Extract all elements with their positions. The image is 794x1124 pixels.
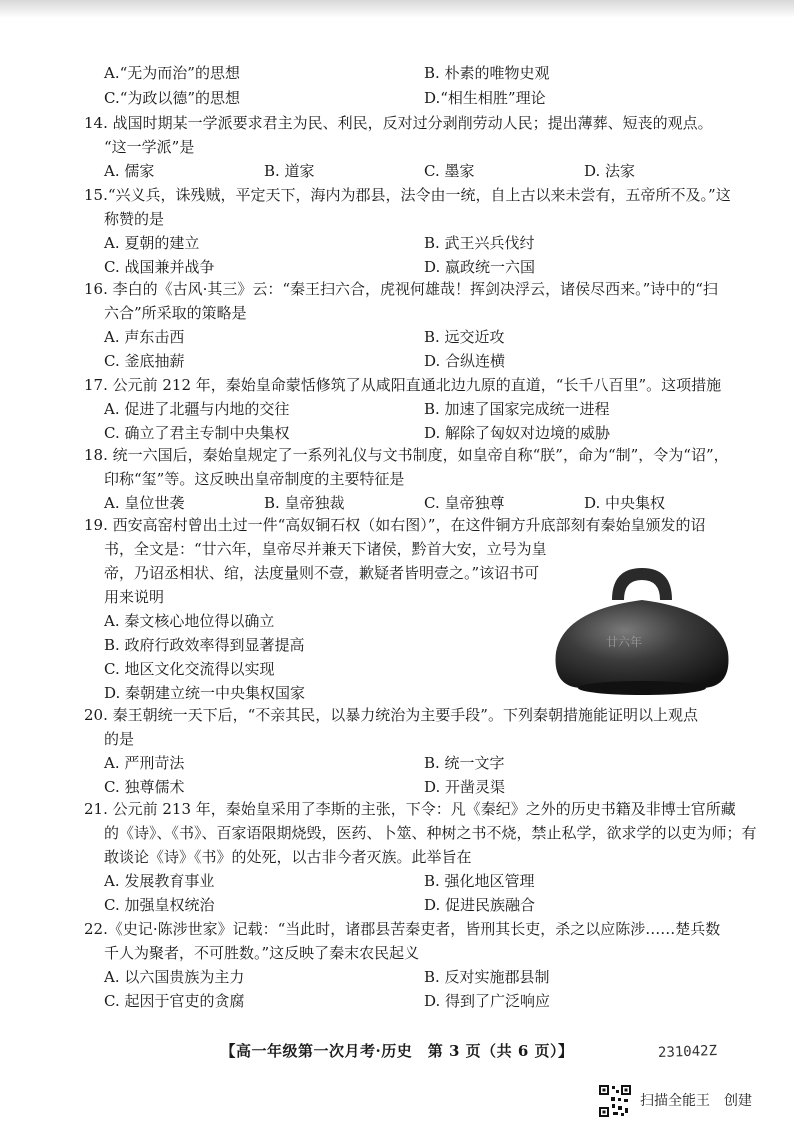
q19-stem-line-4: 用来说明 xyxy=(104,588,165,606)
q22-stem-line-2: 千人为聚者，不可胜数。”这反映了秦末农民起义 xyxy=(104,944,420,962)
q16-option-a: A. 声东击西 xyxy=(104,328,185,346)
q22-stem-line-1: 22.《史记·陈涉世家》记载：“当此时，诸郡县苦秦吏者，皆刑其长吏，杀之以应陈涉……楚兵数 xyxy=(84,920,721,938)
q14-option-a: A. 儒家 xyxy=(104,162,155,180)
q16-option-c: C. 釜底抽薪 xyxy=(104,352,185,370)
bronze-weight-image xyxy=(542,560,742,700)
scan-shadow xyxy=(0,0,794,18)
q14-stem-line-2: “这一学派”是 xyxy=(104,138,195,156)
q21-stem-line-1: 21. 公元前 213 年，秦始皇采用了李斯的主张，下令：凡《秦纪》之外的历史书籍及非博士官所藏 xyxy=(84,800,736,818)
q14-option-d: D. 法家 xyxy=(584,162,636,180)
q22-option-d: D. 得到了广泛响应 xyxy=(424,992,551,1010)
q17-option-a: A. 促进了北疆与内地的交往 xyxy=(104,400,290,418)
q19-option-d: D. 秦朝建立统一中央集权国家 xyxy=(104,684,306,702)
q20-option-a: A. 严刑苛法 xyxy=(104,754,185,772)
q18-stem-line-1: 18. 统一六国后，秦始皇规定了一系列礼仪与文书制度，如皇帝自称“朕”，命为“制”，令为“诏”， xyxy=(84,446,729,464)
q21-option-a: A. 发展教育事业 xyxy=(104,872,215,890)
q22-option-a: A. 以六国贵族为主力 xyxy=(104,968,245,986)
q16-stem-line-2: 六合”所采取的策略是 xyxy=(104,304,247,322)
q19-stem-line-2: 书，全文是：“廿六年，皇帝尽并兼天下诸侯，黔首大安，立号为皇 xyxy=(104,540,547,558)
q22-option-c: C. 起因于官吏的贪腐 xyxy=(104,992,245,1010)
q15-option-a: A. 夏朝的建立 xyxy=(104,234,200,252)
q19-option-a: A. 秦文核心地位得以确立 xyxy=(104,612,275,630)
scanner-brand-watermark: 扫描全能王 创建 xyxy=(640,1093,752,1109)
q16-option-b: B. 远交近攻 xyxy=(424,328,505,346)
q13-option-c: C.“为政以德”的思想 xyxy=(104,89,241,107)
q20-stem-line-2: 的是 xyxy=(104,730,135,748)
q14-option-b: B. 道家 xyxy=(264,162,315,180)
q16-option-d: D. 合纵连横 xyxy=(424,352,506,370)
q13-option-b: B. 朴素的唯物史观 xyxy=(424,64,550,82)
q15-option-b: B. 武王兴兵伐纣 xyxy=(424,234,535,252)
q17-option-b: B. 加速了国家完成统一进程 xyxy=(424,400,610,418)
q20-stem-line-1: 20. 秦王朝统一天下后，“不亲其民，以暴力统治为主要手段”。下列秦朝措施能证明以上观点 xyxy=(84,706,698,724)
q21-stem-line-2: 的《诗》、《书》、百家语限期烧毁，医药、卜筮、种树之书不烧，禁止私学，欲求学的以吏为师；有 xyxy=(104,824,757,842)
q18-option-d: D. 中央集权 xyxy=(584,494,666,512)
q22-option-b: B. 反对实施郡县制 xyxy=(424,968,550,986)
q15-stem-line-2: 称赞的是 xyxy=(104,210,165,228)
q13-option-a: A.“无为而治”的思想 xyxy=(104,64,240,82)
q19-stem-line-1: 19. 西安高窑村曾出土过一件“高奴铜石权（如右图）”，在这件铜方升底部刻有秦始皇颁发的诏 xyxy=(84,516,706,534)
q18-option-c: C. 皇帝独尊 xyxy=(424,494,505,512)
paper-code: 231042Z xyxy=(657,1042,718,1062)
q19-option-b: B. 政府行政效率得到显著提高 xyxy=(104,636,305,654)
q13-option-d: D.“相生相胜”理论 xyxy=(424,89,546,107)
q21-option-d: D. 促进民族融合 xyxy=(424,896,536,914)
q14-stem-line-1: 14. 战国时期某一学派要求君主为民、利民，反对过分剥削劳动人民；提出薄葬、短丧的观点。 xyxy=(84,114,713,132)
q17-option-c: C. 确立了君主专制中央集权 xyxy=(104,424,290,442)
q17-option-d: D. 解除了匈奴对边境的威胁 xyxy=(424,424,611,442)
q20-option-b: B. 统一文字 xyxy=(424,754,505,772)
q14-option-c: C. 墨家 xyxy=(424,162,475,180)
q21-option-b: B. 强化地区管理 xyxy=(424,872,535,890)
weight-inscription: 廿六年 xyxy=(606,635,643,649)
q17-stem-line-1: 17. 公元前 212 年，秦始皇命蒙恬修筑了从咸阳直通北边九原的直道，“长千八百里”。这项措施 xyxy=(84,376,722,394)
q15-option-d: D. 嬴政统一六国 xyxy=(424,258,536,276)
page-footer: 【高一年级第一次月考·历史 第 3 页（共 6 页）】 xyxy=(220,1042,574,1060)
q19-stem-line-3: 帝，乃诏丞相状、绾，法度量则不壹，歉疑者皆明壹之。”该诏书可 xyxy=(104,564,540,582)
q18-option-a: A. 皇位世袭 xyxy=(104,494,185,512)
q15-stem-line-1: 15.“兴义兵，诛残贼，平定天下，海内为郡县，法令由一统，自上古以来未尝有，五帝所不及。”这 xyxy=(84,186,731,204)
qr-code-icon xyxy=(598,1084,632,1118)
q18-option-b: B. 皇帝独裁 xyxy=(264,494,345,512)
q15-option-c: C. 战国兼并战争 xyxy=(104,258,215,276)
q16-stem-line-1: 16. 李白的《古风·其三》云：“秦王扫六合，虎视何雄哉！挥剑决浮云，诸侯尽西来。”诗中的“扫 xyxy=(84,280,718,298)
q19-option-c: C. 地区文化交流得以实现 xyxy=(104,660,275,678)
q18-stem-line-2: 印称“玺”等。这反映出皇帝制度的主要特征是 xyxy=(104,470,405,488)
q20-option-d: D. 开凿灵渠 xyxy=(424,778,506,796)
q21-option-c: C. 加强皇权统治 xyxy=(104,896,215,914)
q21-stem-line-3: 敢谈论《诗》《书》的处死，以古非今者灭族。此举旨在 xyxy=(104,848,472,866)
q20-option-c: C. 独尊儒术 xyxy=(104,778,185,796)
